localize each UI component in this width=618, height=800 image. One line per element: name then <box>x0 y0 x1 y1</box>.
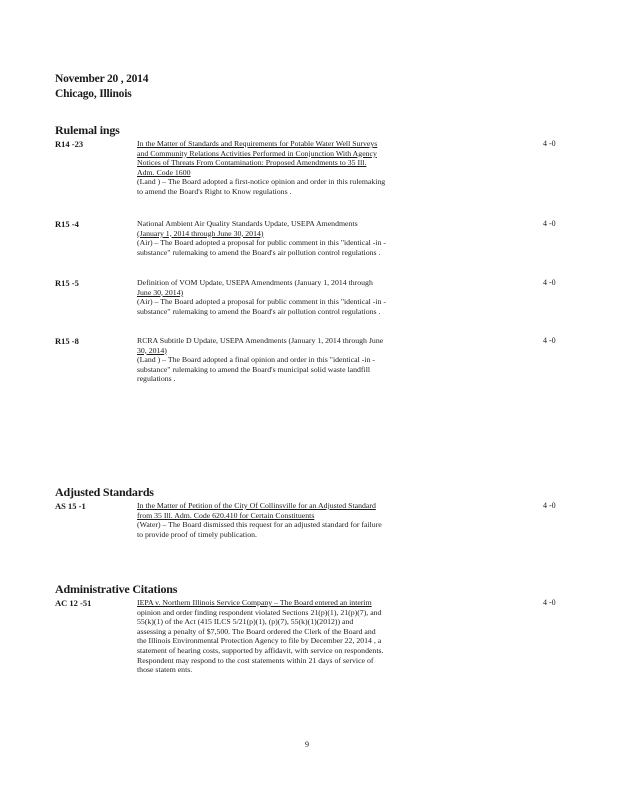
case-text-line: Respondent may respond to the cost statements within 21 days of service of <box>137 655 374 665</box>
case-title-line: and Community Relations Activities Performed in Conjunction With Agency <box>137 148 377 158</box>
case-text-line: (Water) – The Board dismissed this request for an adjusted standard for failure <box>137 520 382 530</box>
case-description <box>137 219 386 257</box>
case-description <box>137 336 383 384</box>
meeting-date: November 20 , 2014 <box>55 73 149 85</box>
case-title-line: RCRA Subtitle D Update, USEPA Amendments (January 1, 2014 through June <box>137 336 384 345</box>
case-description <box>137 501 382 539</box>
case-title-line: In the Matter of Standards and Requirements for Potable Water Well Surveys <box>137 139 378 148</box>
case-text-line: regulations . <box>137 374 176 384</box>
case-number: R15 -4 <box>55 219 79 229</box>
case-description <box>137 139 385 197</box>
case-text-line: substance" rulemaking to amend the Board's air pollution control regulations . <box>137 306 381 316</box>
case-title-line: In the Matter of Petition of the City Of Collinsville for an Adjusted Standard <box>137 501 376 510</box>
case-number: AC 12 -51 <box>55 598 92 608</box>
case-title-line: June 30, 2014) <box>137 287 184 297</box>
case-text-line: substance" rulemaking to amend the Board's air pollution control regulations . <box>137 247 381 257</box>
case-text-line: (Air) – The Board adopted a proposal for public comment in this "identical -in - <box>137 238 387 248</box>
case-text-line: 55(k)(1) of the Act (415 ILCS 5/21(p)(1), (p)(7), 55(k)(1)(2012)) and <box>137 617 354 627</box>
section-title-adjusted-standards: Adjusted Standards <box>55 485 154 499</box>
case-text-line: (Land ) – The Board adopted a final opinion and order in this "identical -in - <box>137 355 375 365</box>
case-title-line: 30, 2014) <box>137 345 167 355</box>
case-title-line: IEPA v. Northern Illinois Service Company – The Board entered an interim <box>137 598 372 607</box>
case-title-line: from 35 Ill. Adm. Code 620.410 for Certain Constituents <box>137 510 315 520</box>
case-number: R14 -23 <box>55 139 84 149</box>
case-description <box>137 278 386 316</box>
case-description <box>137 598 383 675</box>
case-number: AS 15 -1 <box>55 501 86 511</box>
case-text-line: statement of hearing costs, supported by affidavit, with service on respondents. <box>137 645 384 655</box>
section-title-administrative-citations: Administrative Citations <box>55 582 178 596</box>
vote-tally: 4 -0 <box>543 219 556 228</box>
case-text-line: those statem ents. <box>137 665 193 675</box>
case-title-line: Notices of Threats From Contamination: Proposed Amendments to 35 Ill. <box>137 158 367 168</box>
case-title-line: Definition of VOM Update, USEPA Amendments (January 1, 2014 through <box>137 278 373 287</box>
vote-tally: 4 -0 <box>543 598 556 607</box>
section-title-rulemakings: Rulemal ings <box>55 123 120 137</box>
vote-tally: 4 -0 <box>543 501 556 510</box>
case-text-line: (Land ) – The Board adopted a first-notice opinion and order in this rulemaking <box>137 177 386 187</box>
case-text-line: substance" rulemaking to amend the Board's municipal solid waste landfill <box>137 364 371 374</box>
case-title-line: Adm. Code 1600 <box>137 167 191 177</box>
case-number: R15 -8 <box>55 336 79 346</box>
case-title-line: National Ambient Air Quality Standards Update, USEPA Amendments <box>137 219 358 228</box>
case-text-line: to amend the Board's Right to Know regulations . <box>137 186 292 196</box>
page-number: 9 <box>305 740 309 749</box>
case-text-line: the Illinois Environmental Protection Agency to file by December 22, 2014 , a <box>137 636 382 646</box>
vote-tally: 4 -0 <box>543 278 556 287</box>
case-number: R15 -5 <box>55 278 79 288</box>
vote-tally: 4 -0 <box>543 336 556 345</box>
case-text-line: (Air) – The Board adopted a proposal for public comment in this "identical -in - <box>137 297 387 307</box>
meeting-city: Chicago, Illinois <box>55 88 132 100</box>
case-text-line: to provide proof of timely publication. <box>137 529 257 539</box>
case-title-line: (January 1, 2014 through June 30, 2014) <box>137 228 264 238</box>
case-text-line: assessing a penalty of $7,500. The Board ordered the Clerk of the Board and <box>137 626 376 636</box>
case-text-line: opinion and order finding respondent violated Sections 21(p)(1), 21(p)(7), and <box>137 607 382 617</box>
vote-tally: 4 -0 <box>543 139 556 148</box>
